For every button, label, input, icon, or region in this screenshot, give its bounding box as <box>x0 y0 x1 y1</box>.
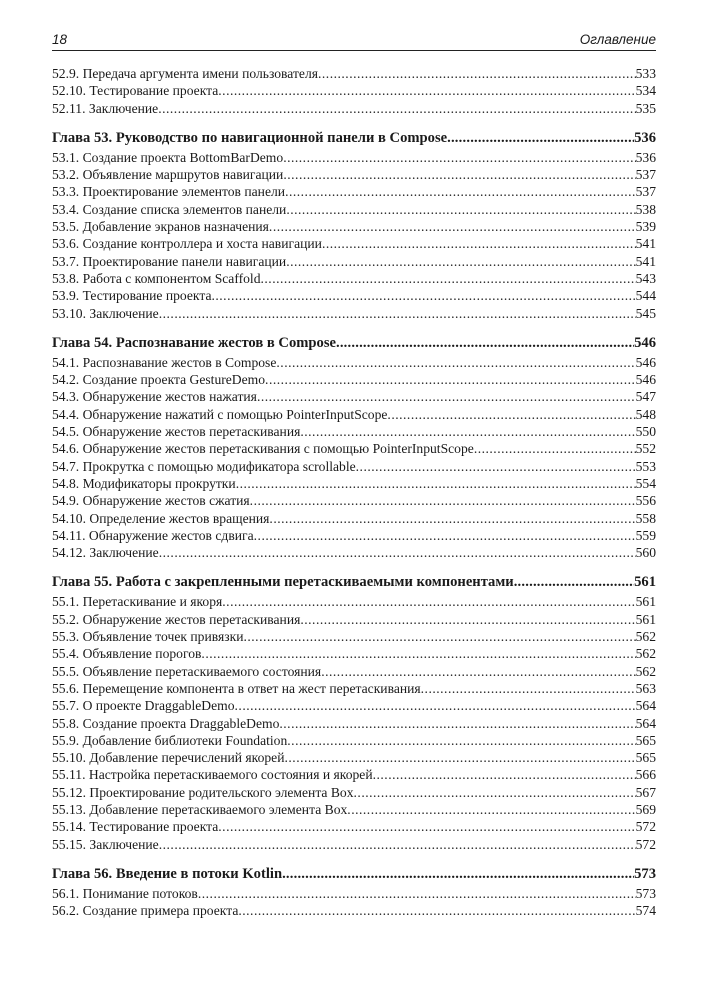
dot-leader <box>269 219 636 235</box>
dot-leader <box>373 767 636 783</box>
toc-entry-title: 53.9. Тестирование проекта <box>52 288 212 304</box>
chapter-spacer <box>52 562 656 574</box>
toc-entry-page: 536 <box>634 129 656 146</box>
toc-entry-title: 54.6. Обнаружение жестов перетаскивания с помощью PointerInputScope <box>52 441 474 457</box>
dot-leader <box>236 476 636 492</box>
dot-leader <box>250 493 636 509</box>
toc-entry[interactable] <box>52 681 656 698</box>
toc-entry[interactable] <box>52 441 656 458</box>
toc-entry-page: 561 <box>634 574 656 591</box>
dot-leader <box>387 407 635 423</box>
dot-leader <box>356 459 636 475</box>
toc-entry[interactable] <box>52 785 656 802</box>
toc-entry[interactable] <box>52 83 656 100</box>
toc-entry-title: Глава 54. Распознавание жестов в Compose <box>52 334 336 351</box>
toc-entry[interactable] <box>52 306 656 323</box>
toc-entry[interactable] <box>52 646 656 663</box>
toc-entry-title: 53.7. Проектирование панели навигации <box>52 253 287 269</box>
toc-entry-page: 563 <box>635 680 656 696</box>
toc-entry-page: 546 <box>634 334 656 351</box>
toc-entry[interactable] <box>52 271 656 288</box>
toc-entry[interactable] <box>52 819 656 836</box>
toc-entry-title: 55.13. Добавление перетаскиваемого элемента Box <box>52 801 348 817</box>
dot-leader <box>218 819 635 835</box>
dot-leader <box>198 886 636 902</box>
toc-entry-page: 553 <box>635 458 656 474</box>
toc-entry-page: 537 <box>635 167 656 183</box>
toc-entry[interactable] <box>52 750 656 767</box>
dot-leader <box>159 545 636 561</box>
dot-leader <box>276 355 635 371</box>
toc-entry-page: 561 <box>635 594 656 610</box>
toc-entry-title: 55.6. Перемещение компонента в ответ на жест перетаскивания <box>52 680 421 696</box>
dot-leader <box>201 646 635 662</box>
toc-entry[interactable] <box>52 389 656 406</box>
dot-leader <box>283 150 635 166</box>
toc-entry-page: 534 <box>635 83 656 99</box>
dot-leader <box>254 528 636 544</box>
toc-entry-title: 56.2. Создание примера проекта <box>52 903 239 919</box>
toc-entry[interactable] <box>52 903 656 920</box>
toc-entry-page: 541 <box>635 253 656 269</box>
chapter-spacer <box>52 323 656 335</box>
toc-entry[interactable] <box>52 698 656 715</box>
toc-entry-page: 550 <box>635 424 656 440</box>
dot-leader <box>279 716 635 732</box>
dot-leader <box>218 83 635 99</box>
toc-entry-page: 574 <box>635 903 656 919</box>
dot-leader <box>222 594 635 610</box>
toc-entry-title: 54.1. Распознавание жестов в Compose <box>52 354 277 370</box>
dot-leader <box>265 372 636 388</box>
toc-entry-page: 533 <box>635 66 656 81</box>
toc-entry-title: 55.3. Объявление точек привязки <box>52 629 244 645</box>
toc-entry[interactable] <box>52 372 656 389</box>
toc-chapter-entry[interactable] <box>52 866 656 886</box>
toc-entry-page: 569 <box>635 801 656 817</box>
toc-entry-title: 53.5. Добавление экранов назначения <box>52 219 269 235</box>
toc-entry-title: 54.10. Определение жестов вращения <box>52 510 270 526</box>
dot-leader <box>285 184 636 200</box>
dot-leader <box>238 903 635 919</box>
dot-leader <box>447 130 634 147</box>
toc-entry-page: 564 <box>635 698 656 714</box>
toc-entry-title: 54.12. Заключение <box>52 545 159 561</box>
toc-entry[interactable] <box>52 733 656 750</box>
dot-leader <box>322 236 636 252</box>
toc-entry-page: 567 <box>635 784 656 800</box>
toc-entry[interactable] <box>52 767 656 784</box>
toc-entry-title: 55.2. Обнаружение жестов перетаскивания <box>52 611 301 627</box>
dot-leader <box>474 441 636 457</box>
toc-chapter-entry[interactable] <box>52 335 656 355</box>
toc-entry[interactable] <box>52 254 656 271</box>
toc-entry-title: 55.12. Проектирование родительского элемента Box <box>52 784 354 800</box>
toc-entry[interactable] <box>52 594 656 611</box>
dot-leader <box>159 306 636 322</box>
toc-entry-title: 56.1. Понимание потоков <box>52 885 198 901</box>
toc-entry-title: 55.15. Заключение <box>52 836 159 852</box>
toc-entry-title: 52.9. Передача аргумента имени пользователя <box>52 66 318 81</box>
toc-entry-page: 572 <box>635 836 656 852</box>
dot-leader <box>347 802 635 818</box>
toc-entry[interactable] <box>52 886 656 903</box>
toc-entry-title: 54.3. Обнаружение жестов нажатия <box>52 389 257 405</box>
toc-entry[interactable] <box>52 167 656 184</box>
toc-entry-page: 562 <box>635 663 656 679</box>
toc-entry-title: 53.3. Проектирование элементов панели <box>52 184 286 200</box>
toc-entry-page: 560 <box>635 545 656 561</box>
toc-entry-title: 53.10. Заключение <box>52 305 159 321</box>
toc-entry[interactable] <box>52 101 656 118</box>
toc-entry-page: 558 <box>635 510 656 526</box>
toc-entry[interactable] <box>52 150 656 167</box>
toc-entry[interactable] <box>52 476 656 493</box>
dot-leader <box>286 202 635 218</box>
toc-entry[interactable] <box>52 407 656 424</box>
toc-entry-title: 53.1. Создание проекта BottomBarDemo <box>52 149 284 165</box>
table-of-contents <box>52 66 656 920</box>
toc-entry[interactable] <box>52 459 656 476</box>
toc-entry[interactable] <box>52 837 656 854</box>
toc-entry-title: 54.2. Создание проекта GestureDemo <box>52 372 266 388</box>
toc-entry-title: 55.8. Создание проекта DraggableDemo <box>52 715 280 731</box>
toc-entry[interactable] <box>52 528 656 545</box>
toc-entry-page: 541 <box>635 236 656 252</box>
toc-entry-title: Глава 53. Руководство по навигационной панели в Compose <box>52 129 448 146</box>
toc-entry-page: 536 <box>635 149 656 165</box>
dot-leader <box>211 288 635 304</box>
dot-leader <box>300 612 635 628</box>
toc-entry[interactable] <box>52 664 656 681</box>
toc-entry-page: 564 <box>635 715 656 731</box>
toc-entry-page: 556 <box>635 493 656 509</box>
page-number: 18 <box>52 32 68 47</box>
toc-entry-title: 55.4. Объявление порогов <box>52 646 202 662</box>
toc-entry-page: 539 <box>635 219 656 235</box>
running-title: Оглавление <box>579 32 656 47</box>
toc-entry-page: 554 <box>635 475 656 491</box>
dot-leader <box>321 664 635 680</box>
toc-entry-page: 552 <box>635 441 656 457</box>
dot-leader <box>286 254 635 270</box>
toc-entry-page: 562 <box>635 629 656 645</box>
toc-entry-page: 562 <box>635 646 656 662</box>
toc-entry-page: 565 <box>635 750 656 766</box>
toc-entry[interactable] <box>52 629 656 646</box>
dot-leader <box>257 389 636 405</box>
toc-entry-title: 52.11. Заключение <box>52 100 159 116</box>
toc-entry-page: 565 <box>635 732 656 748</box>
toc-entry[interactable] <box>52 511 656 528</box>
toc-entry[interactable] <box>52 424 656 441</box>
toc-entry-title: Глава 56. Введение в потоки Kotlin <box>52 865 283 882</box>
toc-entry[interactable] <box>52 355 656 372</box>
dot-leader <box>287 733 635 749</box>
toc-entry-page: 561 <box>635 611 656 627</box>
toc-entry-title: 55.11. Настройка перетаскиваемого состояния и якорей <box>52 767 373 783</box>
toc-entry-page: 544 <box>635 288 656 304</box>
toc-entry-title: 53.4. Создание списка элементов панели <box>52 201 287 217</box>
toc-entry-title: 54.4. Обнаружение нажатий с помощью PointerInputScope <box>52 406 388 422</box>
dot-leader <box>243 629 635 645</box>
toc-entry-title: 55.1. Перетаскивание и якоря <box>52 594 223 610</box>
toc-entry-page: 559 <box>635 527 656 543</box>
toc-entry-title: 55.10. Добавление перечислений якорей <box>52 750 285 766</box>
toc-entry-title: 54.5. Обнаружение жестов перетаскивания <box>52 424 301 440</box>
toc-entry-page: 545 <box>635 305 656 321</box>
toc-entry-title: 55.5. Объявление перетаскиваемого состояния <box>52 663 322 679</box>
toc-entry-title: 54.8. Модификаторы прокрутки <box>52 475 236 491</box>
toc-entry-title: 52.10. Тестирование проекта <box>52 83 219 99</box>
toc-entry-page: 548 <box>635 406 656 422</box>
toc-entry[interactable] <box>52 288 656 305</box>
toc-entry-page: 572 <box>635 819 656 835</box>
toc-entry[interactable] <box>52 184 656 201</box>
toc-entry[interactable] <box>52 236 656 253</box>
toc-entry[interactable] <box>52 202 656 219</box>
toc-entry-page: 546 <box>635 354 656 370</box>
toc-entry[interactable] <box>52 493 656 510</box>
dot-leader <box>159 837 636 853</box>
toc-entry[interactable] <box>52 802 656 819</box>
dot-leader <box>283 167 635 183</box>
page-header <box>52 28 656 51</box>
dot-leader <box>158 101 635 117</box>
toc-entry-title: Глава 55. Работа с закрепленными перетаскиваемыми компонентами <box>52 574 514 591</box>
toc-entry-page: 538 <box>635 201 656 217</box>
toc-entry-title: 53.6. Создание контроллера и хоста навигации <box>52 236 322 252</box>
toc-entry-title: 53.8. Работа с компонентом Scaffold <box>52 270 261 286</box>
toc-entry[interactable] <box>52 545 656 562</box>
toc-entry-title: 54.7. Прокрутка с помощью модификатора scrollable <box>52 458 356 474</box>
toc-entry-title: 54.11. Обнаружение жестов сдвига <box>52 527 254 543</box>
toc-entry-title: 55.9. Добавление библиотеки Foundation <box>52 732 288 748</box>
dot-leader <box>336 335 634 352</box>
toc-entry[interactable] <box>52 66 656 83</box>
toc-entry-page: 535 <box>635 100 656 116</box>
dot-leader <box>354 785 636 801</box>
dot-leader <box>235 698 636 714</box>
dot-leader <box>514 574 634 591</box>
toc-entry[interactable] <box>52 219 656 236</box>
dot-leader <box>285 750 636 766</box>
toc-entry-page: 566 <box>635 767 656 783</box>
dot-leader <box>318 66 636 82</box>
dot-leader <box>261 271 636 287</box>
toc-entry[interactable] <box>52 612 656 629</box>
chapter-spacer <box>52 854 656 866</box>
dot-leader <box>269 511 635 527</box>
toc-entry-title: 54.9. Обнаружение жестов сжатия <box>52 493 250 509</box>
toc-entry-title: 53.2. Объявление маршрутов навигации <box>52 167 284 183</box>
toc-entry-page: 537 <box>635 184 656 200</box>
toc-chapter-entry[interactable] <box>52 130 656 150</box>
toc-entry-page: 546 <box>635 372 656 388</box>
toc-entry-page: 543 <box>635 270 656 286</box>
dot-leader <box>282 866 634 883</box>
dot-leader <box>421 681 636 697</box>
toc-entry[interactable] <box>52 716 656 733</box>
chapter-spacer <box>52 118 656 130</box>
toc-entry-page: 547 <box>635 389 656 405</box>
toc-entry-page: 573 <box>635 885 656 901</box>
dot-leader <box>300 424 635 440</box>
toc-entry-title: 55.14. Тестирование проекта <box>52 819 219 835</box>
toc-entry-title: 55.7. О проекте DraggableDemo <box>52 698 235 714</box>
toc-chapter-entry[interactable] <box>52 574 656 594</box>
toc-entry-page: 573 <box>634 865 656 882</box>
